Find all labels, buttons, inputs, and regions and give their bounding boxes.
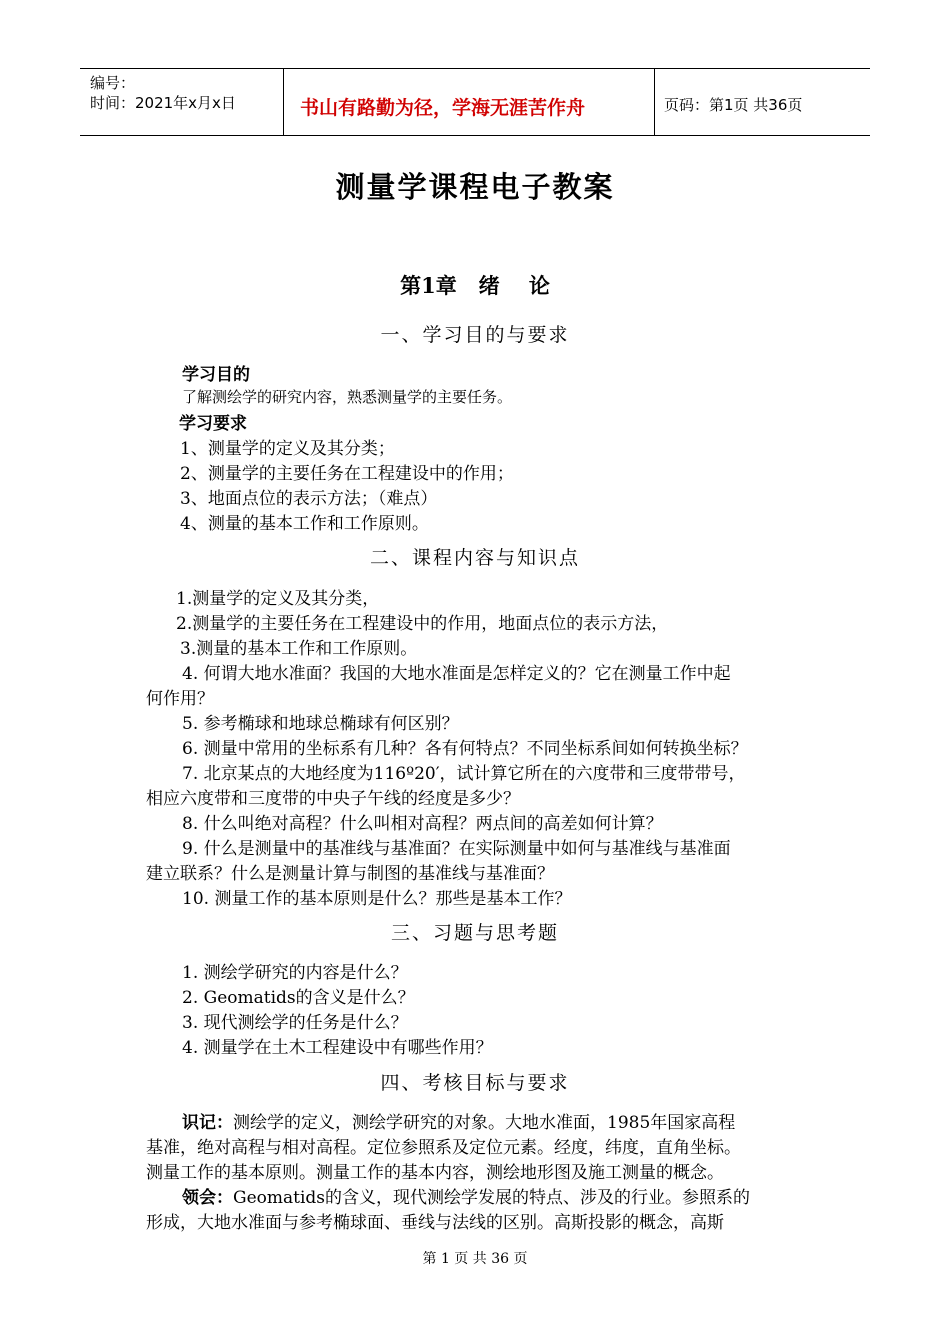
recall-paragraph-line: 基准，绝对高程与相对高程。定位参照系及定位元素。经度，纬度，直角坐标。: [146, 1138, 741, 1158]
exercise-item: 4. 测量学在土木工程建设中有哪些作用？: [182, 1038, 493, 1058]
header-time-label: 时间：2021年x月x日: [90, 94, 236, 112]
understand-paragraph-line: 形成，大地水准面与参考椭球面、垂线与法线的区别。高斯投影的概念，高斯: [146, 1213, 724, 1233]
content-line: 何作用？: [146, 689, 214, 709]
header-bottom-rule: [80, 135, 870, 136]
content-line: 5. 参考椭球和地球总椭球有何区别？: [182, 714, 459, 734]
recall-label: 识记：: [182, 1113, 233, 1133]
understand-label: 领会：: [182, 1188, 233, 1208]
content-line: 9. 什么是测量中的基准线与基准面？在实际测量中如何与基准线与基准面: [182, 839, 731, 859]
section-heading-1: 一、学习目的与要求: [380, 324, 570, 346]
requirement-item: 4、测量的基本工作和工作原则。: [180, 514, 429, 534]
content-line: 8. 什么叫绝对高程？什么叫相对高程？两点间的高差如何计算？: [182, 814, 663, 834]
learning-requirement-label: 学习要求: [179, 414, 247, 434]
section-heading-3: 三、习题与思考题: [390, 922, 559, 944]
requirement-item: 2、测量学的主要任务在工程建设中的作用；: [180, 464, 514, 484]
content-line: 4. 何谓大地水准面？我国的大地水准面是怎样定义的？它在测量工作中起: [182, 664, 731, 684]
header-motto: 书山有路勤为径，学海无涯苦作舟: [300, 97, 586, 119]
content-line: 3.测量的基本工作和工作原则。: [180, 639, 418, 659]
exercise-item: 1. 测绘学研究的内容是什么？: [182, 963, 408, 983]
section-heading-4: 四、考核目标与要求: [380, 1072, 570, 1094]
content-line: 1.测量学的定义及其分类，: [176, 589, 380, 609]
content-line: 建立联系？什么是测量计算与制图的基准线与基准面？: [146, 864, 554, 884]
chapter-title: 第1章 绪 论: [400, 273, 550, 298]
recall-paragraph-line: [182, 1108, 735, 1133]
requirement-item: 1、测量学的定义及其分类；: [180, 439, 395, 459]
exercise-item: 3. 现代测绘学的任务是什么？: [182, 1013, 408, 1033]
understand-paragraph-line: [182, 1183, 750, 1208]
page-footer: 第 1 页 共 36 页: [422, 1251, 528, 1267]
document-title: 测量学课程电子教案: [335, 170, 615, 204]
header-top-rule: [80, 68, 870, 69]
recall-text: 测绘学的定义，测绘学研究的对象。大地水准面，1985年国家高程: [233, 1113, 736, 1133]
header-number-label: 编号：: [90, 74, 136, 92]
content-line: 相应六度带和三度带的中央子午线的经度是多少？: [146, 789, 520, 809]
content-line: 10. 测量工作的基本原则是什么？那些是基本工作？: [182, 889, 572, 909]
content-line: 6. 测量中常用的坐标系有几种？各有何特点？不同坐标系间如何转换坐标？: [182, 739, 748, 759]
header-divider-right: [654, 68, 655, 135]
learning-goal-label: 学习目的: [182, 365, 250, 385]
header-divider-left: [283, 68, 284, 135]
recall-paragraph-line: 测量工作的基本原则。测量工作的基本内容，测绘地形图及施工测量的概念。: [146, 1163, 724, 1183]
header-page-label: 页码：第1页 共36页: [664, 96, 803, 114]
content-line: 2.测量学的主要任务在工程建设中的作用，地面点位的表示方法，: [176, 614, 669, 634]
understand-text: Geomatids的含义，现代测绘学发展的特点、涉及的行业。参照系的: [233, 1188, 751, 1208]
requirement-item: 3、地面点位的表示方法；（难点）: [180, 489, 438, 509]
learning-goal-text: 了解测绘学的研究内容，熟悉测量学的主要任务。: [182, 388, 513, 406]
content-line: 7. 北京某点的大地经度为116º20′，试计算它所在的六度带和三度带带号，: [182, 764, 746, 784]
section-heading-2: 二、课程内容与知识点: [369, 547, 580, 569]
exercise-item: 2. Geomatids的含义是什么？: [182, 988, 415, 1008]
